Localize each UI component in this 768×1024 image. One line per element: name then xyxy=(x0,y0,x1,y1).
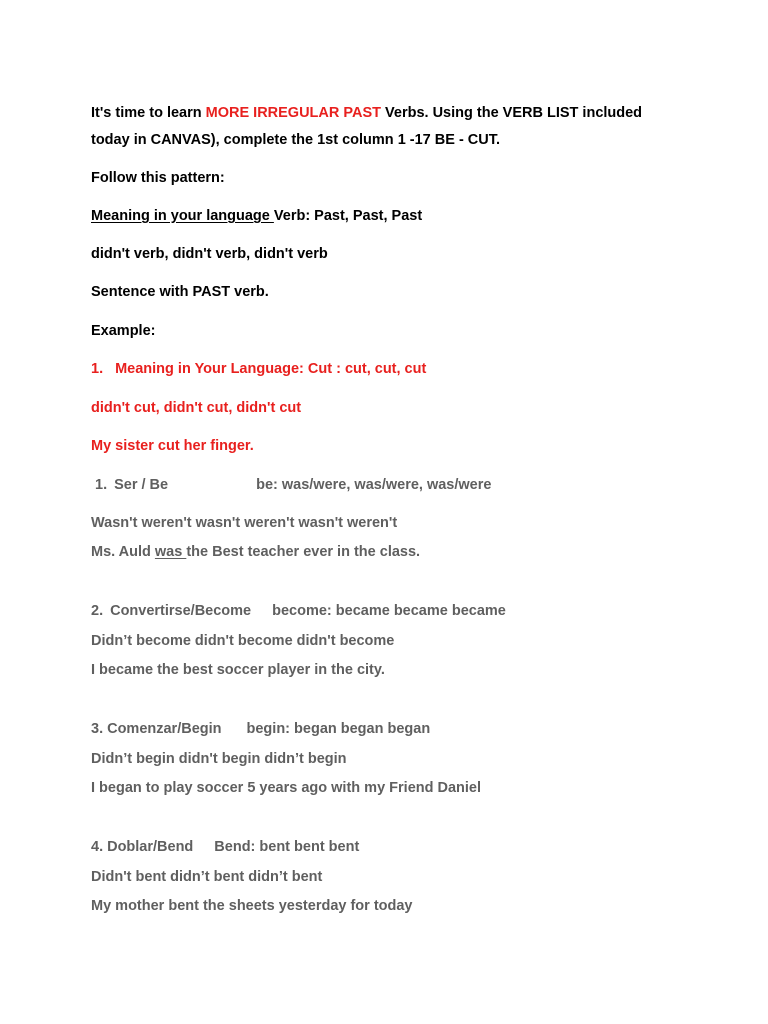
entry-4-forms: Bend: bent bent bent xyxy=(214,839,360,855)
example-number: 1. xyxy=(91,361,104,377)
intro-line-1 xyxy=(91,100,708,127)
entry-1-sentence-underlined: was xyxy=(154,544,187,560)
entry-2-header xyxy=(91,598,708,625)
entry-3-header xyxy=(91,716,708,743)
entry-1-negative: Wasn't weren't wasn't weren't wasn't weren't xyxy=(91,515,398,531)
entry-2-negative: Didn’t become didn't become didn't become xyxy=(91,633,395,649)
entry-1-meaning: Ser / Be xyxy=(114,477,169,493)
example-heading: Example: xyxy=(91,323,156,339)
pattern-format-line xyxy=(91,203,708,230)
example-sentence-line: My sister cut her finger. xyxy=(91,438,254,454)
entry-2-sentence: I became the best soccer player in the city. xyxy=(91,662,385,678)
pattern-meaning-label: Meaning in your language xyxy=(91,208,274,224)
entry-4-meaning: Doblar/Bend xyxy=(107,839,194,855)
pattern-negative-line: didn't verb, didn't verb, didn't verb xyxy=(91,246,328,262)
entry-3-negative: Didn’t begin didn't begin didn’t begin xyxy=(91,751,347,767)
entry-3-sentence: I began to play soccer 5 years ago with my Friend Daniel xyxy=(91,780,482,796)
entry-1-sentence-end: the Best teacher ever in the class. xyxy=(186,544,421,560)
entry-3-forms: begin: began began began xyxy=(246,721,431,737)
pattern-sentence-line: Sentence with PAST verb. xyxy=(91,284,269,300)
entry-1-sentence xyxy=(91,539,708,566)
intro-highlight: MORE IRREGULAR PAST xyxy=(205,105,381,121)
entry-4-negative: Didn't bent didn’t bent didn’t bent xyxy=(91,869,323,885)
entry-2-number: 2. xyxy=(91,603,104,619)
entry-4-header xyxy=(91,834,708,861)
pattern-heading: Follow this pattern: xyxy=(91,170,225,186)
entry-4-sentence: My mother bent the sheets yesterday for today xyxy=(91,898,413,914)
entry-1-sentence-start: Ms. Auld xyxy=(91,544,155,560)
entry-1-header xyxy=(95,472,708,499)
entry-1-forms: be: was/were, was/were, was/were xyxy=(256,477,492,493)
intro-line-2: today in CANVAS), complete the 1st column 1 -17 BE - CUT. xyxy=(91,132,501,148)
entry-3-meaning: Comenzar/Begin xyxy=(107,721,222,737)
intro-text-end: Verbs. Using the VERB LIST included xyxy=(381,105,643,121)
entry-3-number: 3. xyxy=(91,721,104,737)
entry-4-number: 4. xyxy=(91,839,104,855)
pattern-verb-label: Verb: Past, Past, Past xyxy=(273,208,423,224)
example-negative-line: didn't cut, didn't cut, didn't cut xyxy=(91,400,302,416)
entry-2-forms: become: became became became xyxy=(272,603,506,619)
example-meaning: Meaning in Your Language: Cut : cut, cut, cut xyxy=(115,361,427,377)
intro-text-start: It's time to learn xyxy=(91,105,206,121)
entry-2-meaning: Convertirse/Become xyxy=(110,603,252,619)
example-meaning-line xyxy=(91,356,708,383)
entry-1-number: 1. xyxy=(95,477,108,493)
